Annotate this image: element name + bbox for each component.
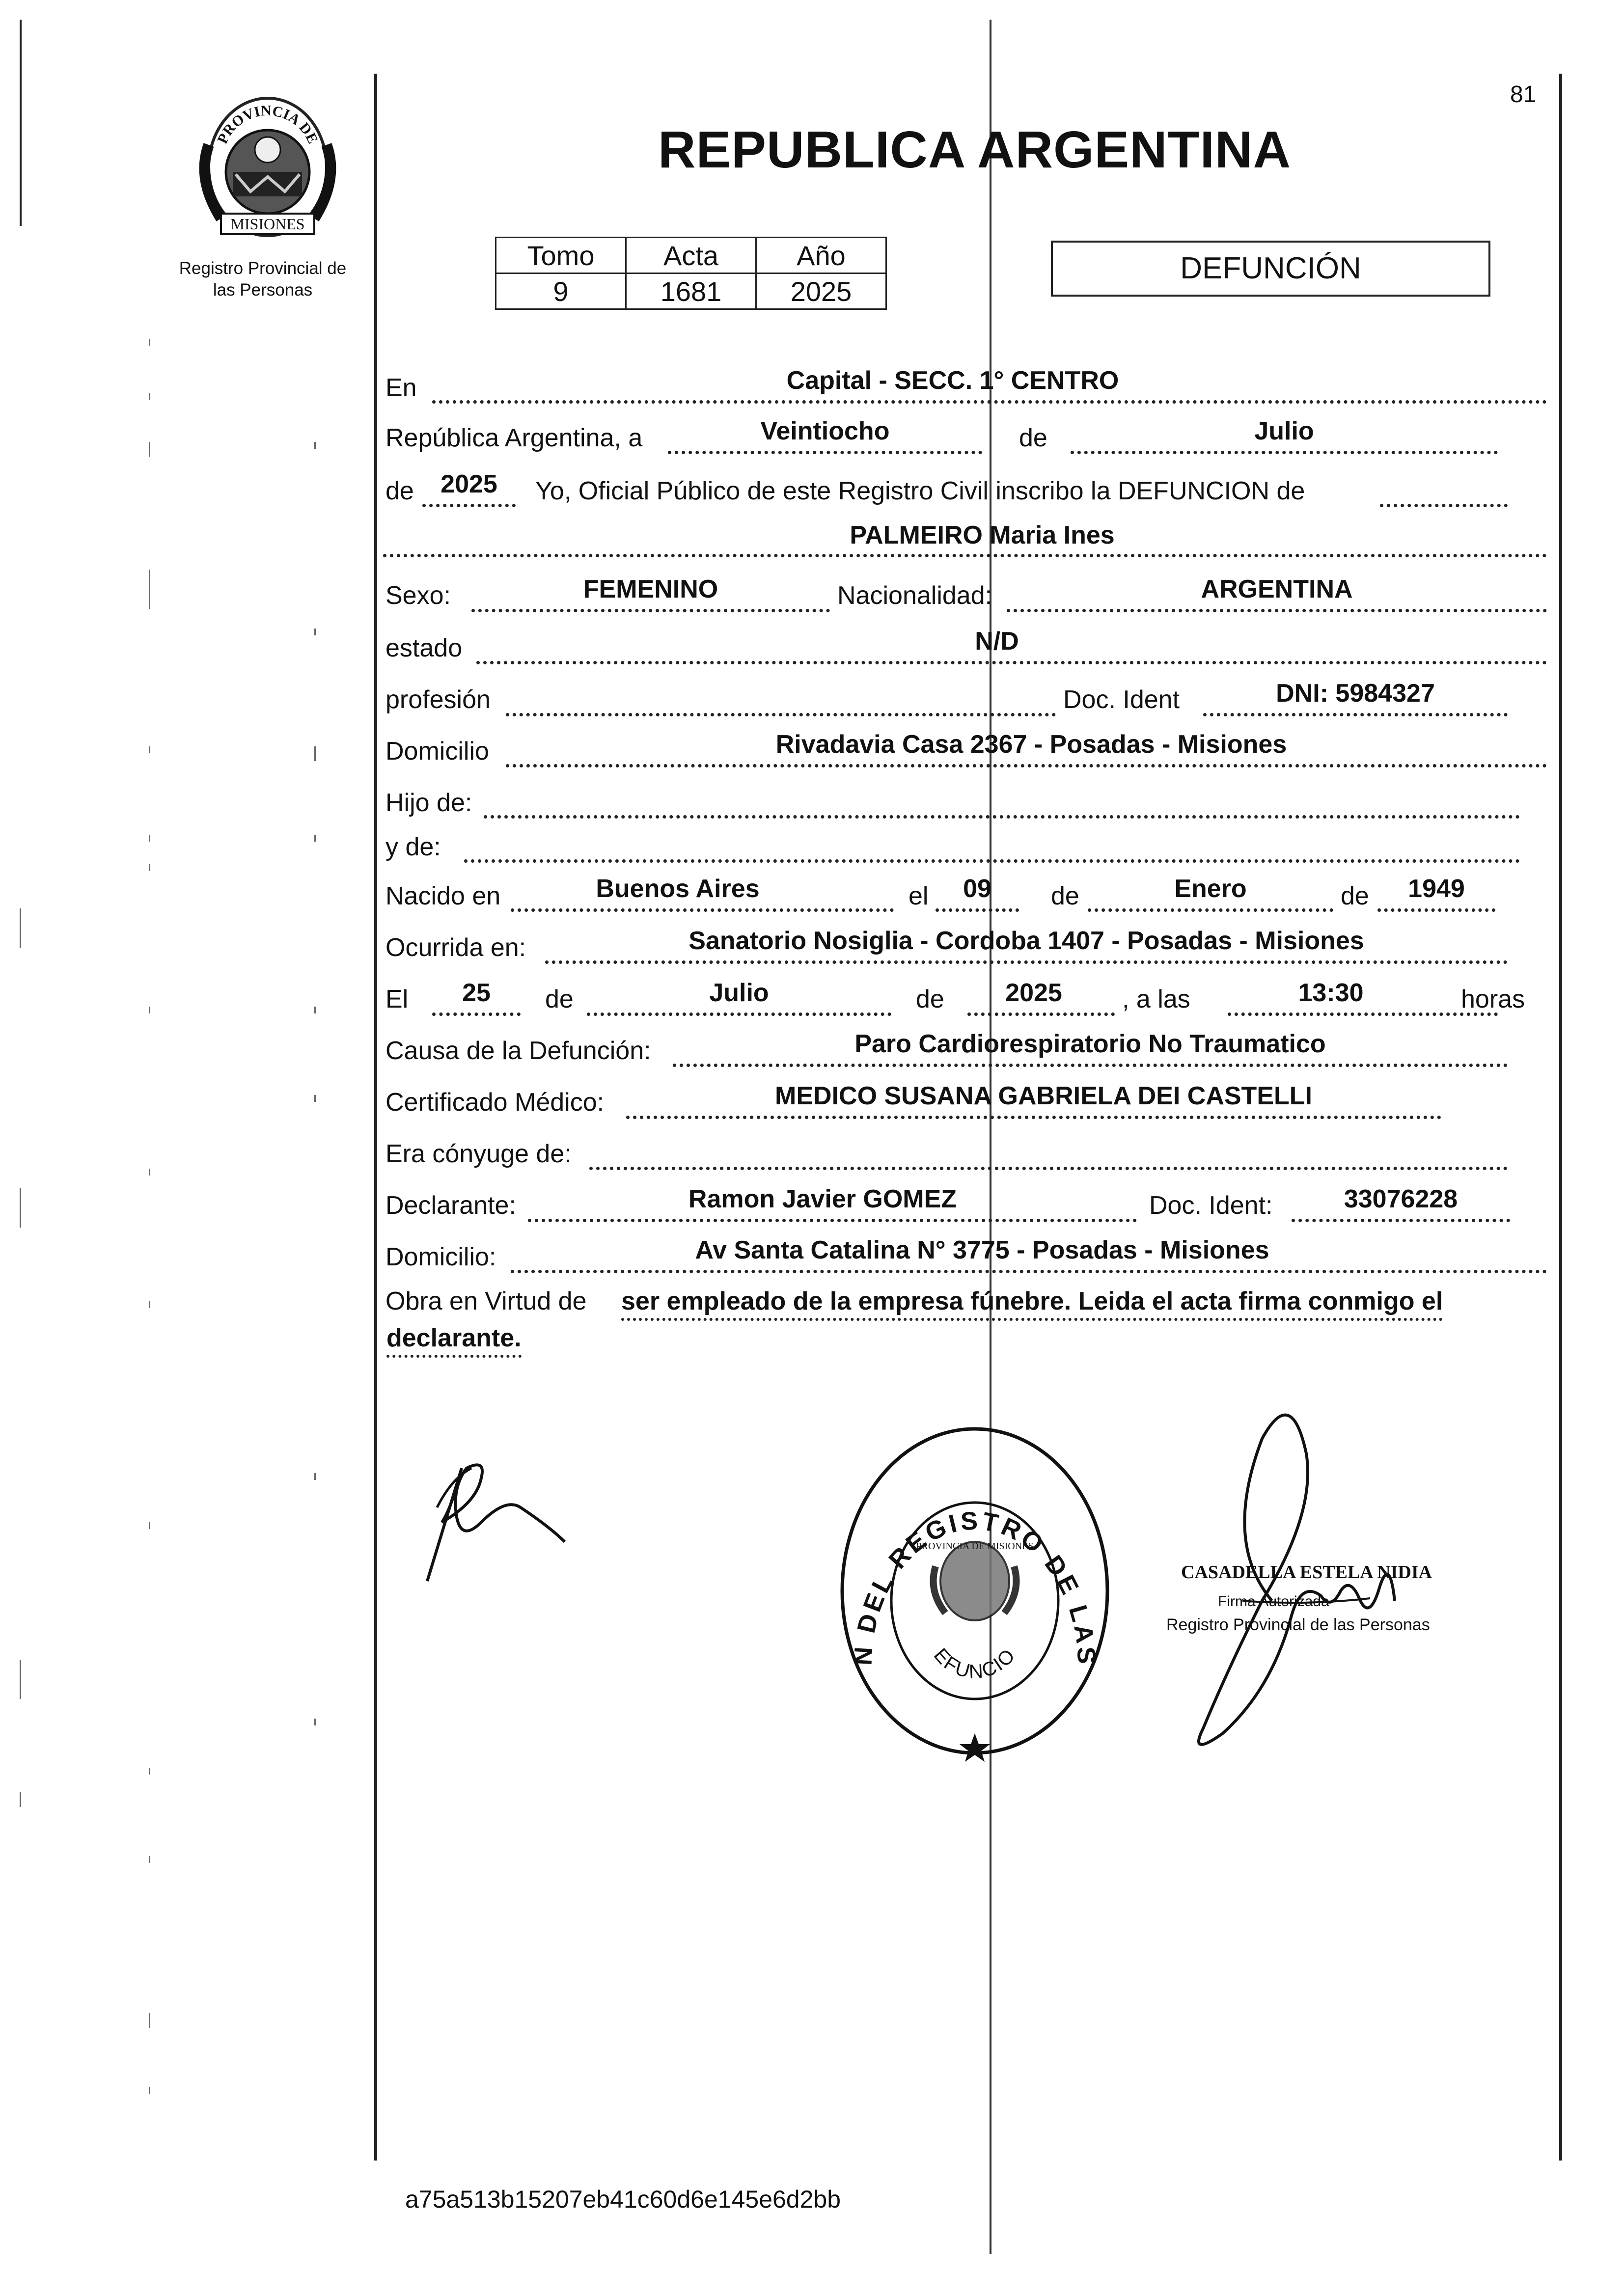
death-time-value: 13:30 (1298, 979, 1364, 1007)
tomo-value: 9 (496, 274, 626, 309)
stamp-inner-seal-text: PROVINCIA DE MISIONES (916, 1541, 1034, 1552)
field-underline (464, 859, 1520, 863)
field-underline (668, 451, 982, 454)
doc-ident-value: DNI: 5984327 (1276, 679, 1435, 708)
domicilio-value: Rivadavia Casa 2367 - Posadas - Misiones (775, 730, 1287, 759)
margin-tick (149, 1768, 150, 1775)
sexo-label: Sexo: (385, 581, 451, 610)
margin-tick (149, 570, 150, 609)
field-underline (383, 554, 1547, 557)
field-underline (471, 609, 830, 612)
month-value: Julio (1254, 417, 1314, 445)
field-underline (1228, 1012, 1498, 1016)
anio-value: 2025 (756, 274, 886, 309)
El-label: El (385, 985, 409, 1013)
margin-tick (149, 2087, 150, 2094)
field-underline (589, 1167, 1508, 1170)
causa-label: Causa de la Defunción: (385, 1037, 651, 1065)
official-name: CASADELLA ESTELA NIDIA (1181, 1562, 1432, 1583)
province-seal-icon (187, 86, 349, 248)
margin-tick (149, 339, 150, 346)
province-seal (187, 86, 349, 248)
margin-tick (20, 1188, 21, 1228)
year-value: 2025 (440, 470, 497, 498)
nacido-en-value: Buenos Aires (596, 875, 760, 903)
margin-tick (20, 908, 21, 948)
estado-label: estado (385, 634, 463, 662)
page-number: 81 (1510, 82, 1537, 108)
yde-label: y de: (385, 833, 441, 861)
doc-ident-label: Doc. Ident (1063, 685, 1180, 714)
profesion-label: profesión (385, 685, 491, 714)
margin-tick (149, 1169, 150, 1176)
registry-caption-line1: Registro Provincial de (179, 259, 347, 278)
de-label: de (1051, 882, 1079, 910)
seal-ring-text: PROVINCIA DE (214, 102, 321, 146)
declarant-signature (408, 1449, 570, 1586)
declarante-label: Declarante: (385, 1191, 516, 1220)
margin-tick (149, 746, 150, 753)
ocurrida-label: Ocurrida en: (385, 933, 526, 962)
field-underline (484, 815, 1520, 819)
certificado-value: MEDICO SUSANA GABRIELA DEI CASTELLI (775, 1082, 1312, 1110)
field-underline (476, 661, 1547, 664)
yo-text: Yo, Oficial Público de este Registro Civil inscribo la DEFUNCION de (535, 477, 1305, 505)
obra-label: Obra en Virtud de (385, 1287, 587, 1315)
seal-bottom-text: MISIONES (230, 215, 305, 233)
margin-tick (314, 746, 316, 761)
field-underline (1377, 908, 1495, 912)
margin-tick (314, 1473, 316, 1480)
margin-tick (149, 2013, 150, 2028)
field-underline (511, 1270, 1547, 1273)
stamp-ring-text: N DEL REGISTRO DE LAS (849, 1506, 1101, 1668)
margin-tick (149, 1007, 150, 1013)
field-underline (422, 504, 516, 507)
registry-caption (157, 258, 368, 301)
margin-tick (20, 1792, 21, 1807)
margin-tick (314, 1007, 316, 1013)
death-month-value: Julio (709, 979, 769, 1007)
margin-tick (314, 629, 316, 635)
margin-tick (149, 864, 150, 871)
de-label: de (916, 985, 944, 1013)
official-org: Registro Provincial de las Personas (1166, 1615, 1430, 1634)
field-underline (587, 1012, 891, 1016)
birth-day-value: 09 (963, 875, 991, 903)
field-underline (1380, 504, 1508, 507)
ocurrida-en-value: Sanatorio Nosiglia - Cordoba 1407 - Posadas - Misiones (688, 927, 1364, 955)
field-underline (506, 764, 1547, 767)
horas-label: horas (1461, 985, 1525, 1013)
field-underline (1007, 609, 1547, 612)
margin-tick (149, 442, 150, 457)
causa-value: Paro Cardiorespiratorio No Traumatico (854, 1030, 1326, 1058)
official-title: Firma Autorizada (1218, 1593, 1329, 1610)
day-words-value: Veintiocho (760, 417, 890, 445)
estado-value: N/D (975, 627, 1019, 656)
margin-tick (314, 1719, 316, 1725)
birth-month-value: Enero (1174, 875, 1247, 903)
certificado-label: Certificado Médico: (385, 1088, 605, 1117)
field-underline (967, 1012, 1115, 1016)
field-underline (673, 1064, 1508, 1067)
de-label: de (1341, 882, 1369, 910)
registry-caption-line2: las Personas (213, 280, 313, 300)
margin-tick (149, 1301, 150, 1308)
declarante-value: Ramon Javier GOMEZ (688, 1185, 957, 1213)
field-underline (1071, 451, 1498, 454)
acta-header: Acta (626, 238, 756, 274)
margin-tick (149, 835, 150, 842)
nacido-label: Nacido en (385, 882, 501, 910)
nacionalidad-label: Nacionalidad: (837, 581, 992, 610)
obra-text-line2: declarante. (386, 1323, 522, 1358)
declarant-signature-icon (408, 1449, 570, 1586)
conyuge-label: Era cónyuge de: (385, 1140, 572, 1168)
margin-tick (149, 1856, 150, 1863)
domicilio2-value: Av Santa Catalina N° 3775 - Posadas - Misiones (695, 1236, 1269, 1264)
de-label: de (545, 985, 574, 1013)
alas-label: , a las (1122, 985, 1190, 1013)
record-type-box: DEFUNCIÓN (1051, 241, 1490, 297)
doc-ident2-label: Doc. Ident: (1149, 1191, 1273, 1220)
field-underline (506, 713, 1056, 716)
field-underline (1203, 713, 1508, 716)
field-underline (528, 1219, 1137, 1222)
tomo-header: Tomo (496, 238, 626, 274)
margin-tick (314, 1095, 316, 1102)
death-day-value: 25 (462, 979, 491, 1007)
obra-text-line1: ser empleado de la empresa fúnebre. Leida el acta firma conmigo el (621, 1286, 1443, 1321)
document-hash: a75a513b15207eb41c60d6e145e6d2bb (405, 2186, 841, 2213)
en-label: En (385, 374, 417, 402)
margin-tick (149, 1522, 150, 1529)
field-underline (626, 1116, 1441, 1119)
anio-header: Año (756, 238, 886, 274)
margin-tick (149, 393, 150, 400)
deceased-name-value: PALMEIRO Maria Ines (850, 521, 1115, 549)
field-underline (936, 908, 1019, 912)
field-underline (432, 1012, 521, 1016)
de-label: de (385, 477, 414, 505)
margin-tick (314, 442, 316, 449)
margin-tick (314, 835, 316, 842)
right-margin-line (1559, 74, 1562, 2161)
field-underline (1088, 908, 1333, 912)
sexo-value: FEMENINO (583, 575, 718, 603)
el-label: el (908, 882, 929, 910)
nacionalidad-value: ARGENTINA (1201, 575, 1353, 603)
delegation-stamp (835, 1419, 1115, 1763)
hijo-label: Hijo de: (385, 789, 472, 817)
stamp-inner-text: EFUNCIO (929, 1644, 1020, 1683)
delegation-stamp-icon (835, 1419, 1115, 1763)
left-edge-line (20, 20, 22, 226)
field-underline (432, 400, 1547, 404)
field-underline (545, 960, 1508, 964)
scan-fold-line (990, 20, 991, 2254)
doc-ident2-value: 33076228 (1344, 1185, 1458, 1213)
page-title: REPUBLICA ARGENTINA (658, 121, 1292, 179)
de-label: de (1019, 424, 1047, 452)
domicilio2-label: Domicilio: (385, 1243, 496, 1271)
field-underline (511, 908, 894, 912)
death-year-value: 2025 (1005, 979, 1062, 1007)
domicilio-label: Domicilio (385, 737, 489, 766)
left-margin-line (374, 74, 377, 2161)
location-value: Capital - SECC. 1° CENTRO (786, 366, 1119, 395)
acta-value: 1681 (626, 274, 756, 309)
record-table (495, 237, 887, 310)
birth-year-value: 1949 (1408, 875, 1465, 903)
field-underline (1292, 1219, 1510, 1222)
republica-label: República Argentina, a (385, 424, 643, 452)
margin-tick (20, 1660, 21, 1699)
